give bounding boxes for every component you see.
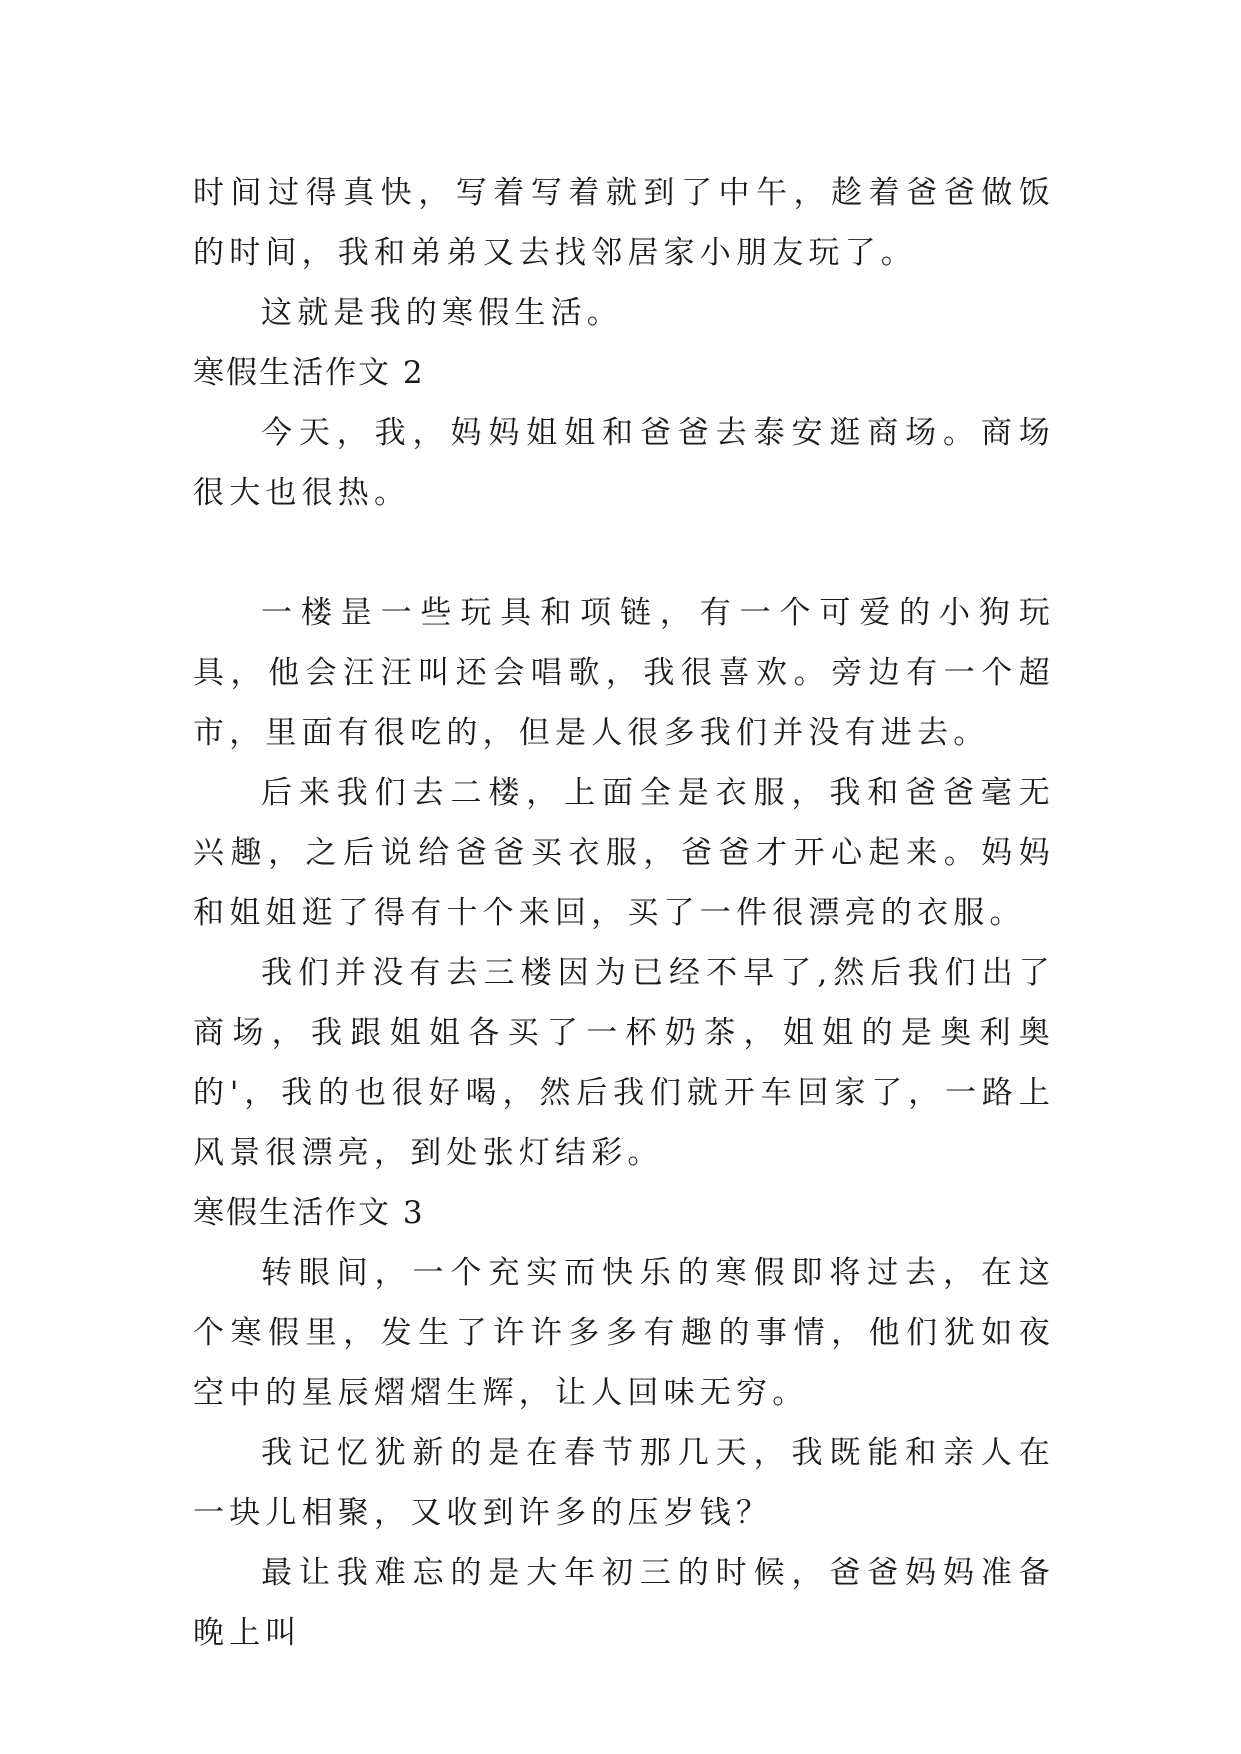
- paragraph: 转眼间，一个充实而快乐的寒假即将过去，在这个寒假里，发生了许许多多有趣的事情，他们犹如夜空中的星辰熠熠生辉，让人回味无穷。: [193, 1255, 1055, 1411]
- section-heading: 寒假生活作文 2: [193, 355, 425, 391]
- paragraph: 时间过得真快，写着写着就到了中午，趁着爸爸做饭的时间，我和弟弟又去找邻居家小朋友玩了。: [193, 175, 1055, 271]
- paragraph: 后来我们去二楼，上面全是衣服，我和爸爸毫无兴趣，之后说给爸爸买衣服，爸爸才开心起来。妈妈和姐姐逛了得有十个来回，买了一件很漂亮的衣服。: [193, 775, 1055, 931]
- paragraph: 今天，我，妈妈姐姐和爸爸去泰安逛商场。商场很大也很热。: [193, 415, 1055, 511]
- paragraph: 我们并没有去三楼因为已经不早了,然后我们出了商场，我跟姐姐各买了一杯奶茶，姐姐的是奥利奥的'，我的也很好喝，然后我们就开车回家了，一路上风景很漂亮，到处张灯结彩。: [193, 955, 1055, 1171]
- paragraph: 最让我难忘的是大年初三的时候，爸爸妈妈准备晚上叫: [193, 1555, 1055, 1651]
- section-heading: 寒假生活作文 3: [193, 1195, 425, 1231]
- paragraph: 一楼昰一些玩具和项链，有一个可爱的小狗玩具，他会汪汪叫还会唱歌，我很喜欢。旁边有一个超市，里面有很吃的，但是人很多我们并没有进去。: [193, 595, 1055, 751]
- paragraph: 我记忆犹新的是在春节那几天，我既能和亲人在一块儿相聚，又收到许多的压岁钱？: [193, 1435, 1055, 1531]
- blank-line: [193, 523, 1055, 583]
- document-body: [193, 163, 1055, 1663]
- paragraph: 这就是我的寒假生活。: [261, 295, 623, 331]
